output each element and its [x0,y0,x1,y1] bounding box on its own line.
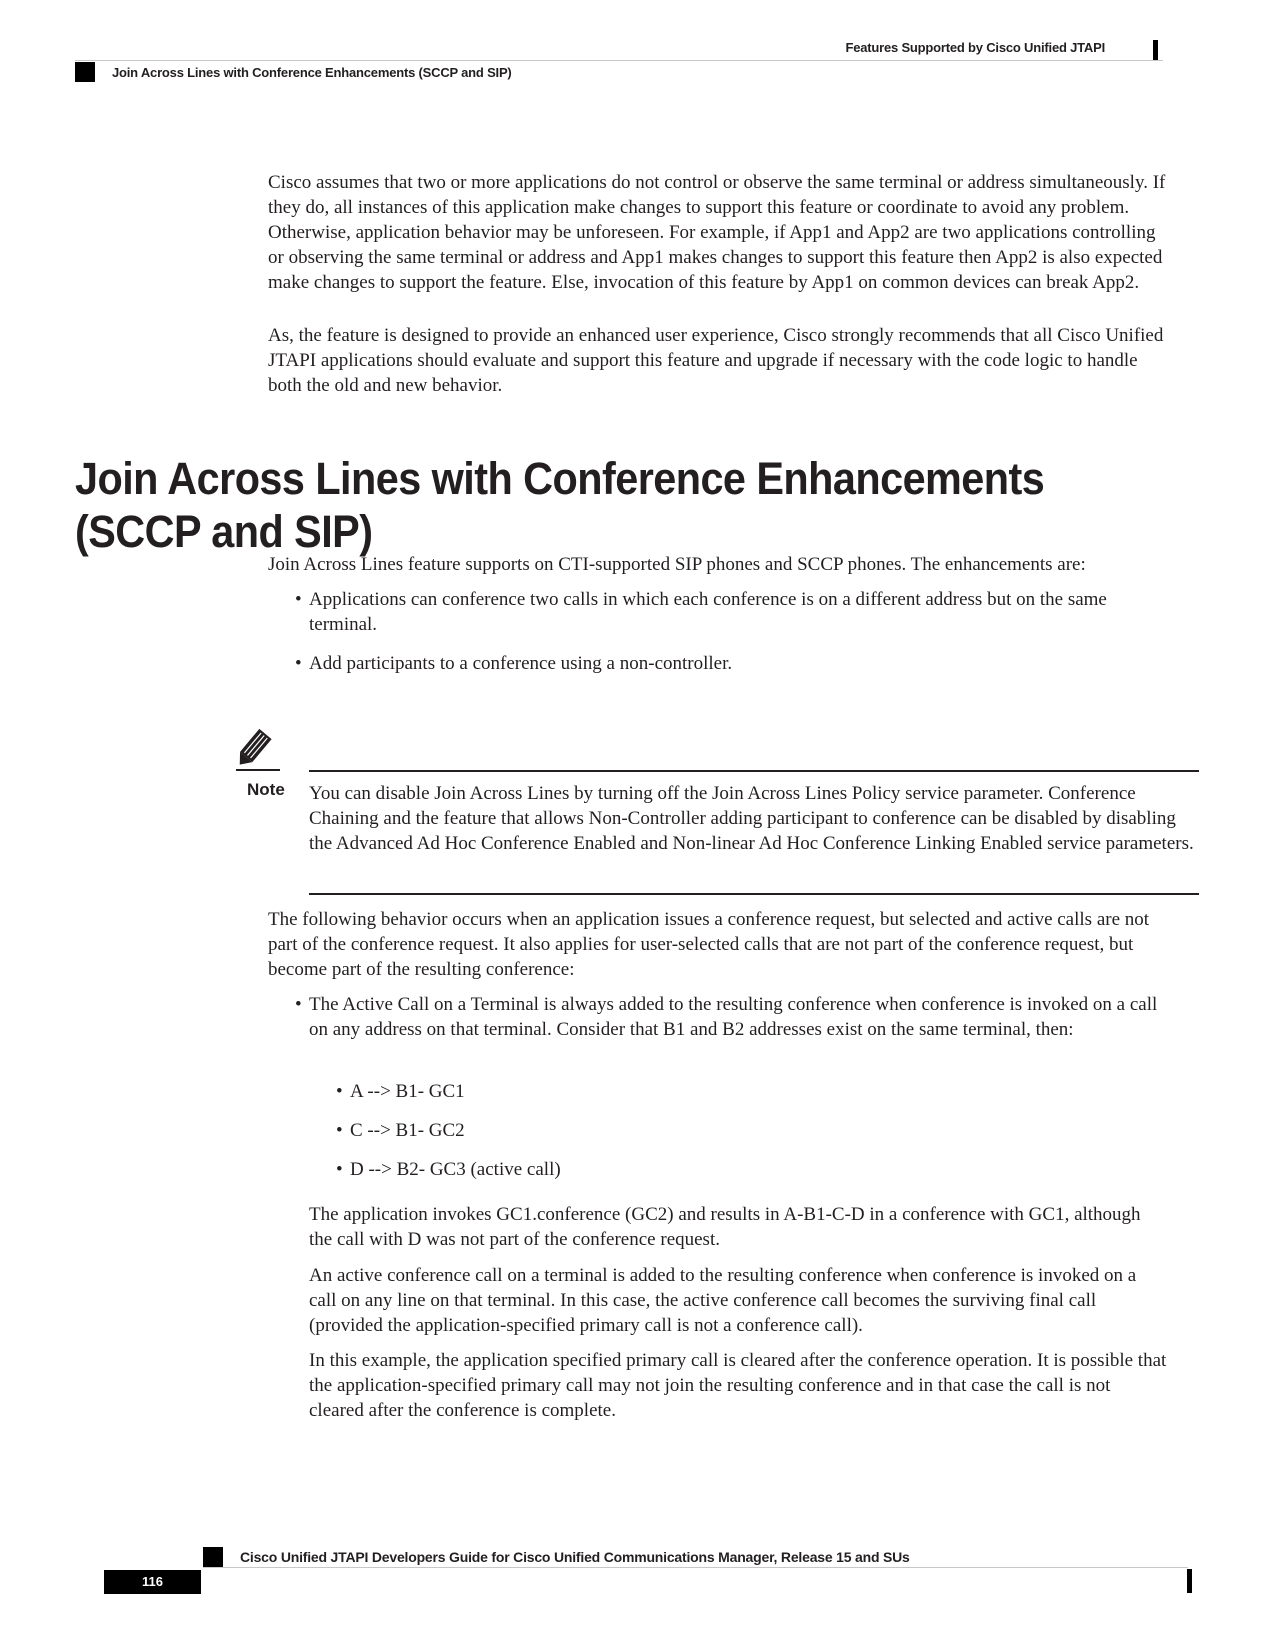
list-item: • Applications can conference two calls in which each conference is on a different address but on the same terminal. [295,587,1175,637]
intro-paragraph-2: As, the feature is designed to provide an enhanced user experience, Cisco strongly recommends that all Cisco Unified JTAPI applications should evaluate and support this feature and upgrade if necessary with the code logic to handle both the old and new behavior. [268,325,1164,396]
running-header-chapter: Features Supported by Cisco Unified JTAPI [845,40,1105,55]
example-paragraph: In this example, the application specified primary call is cleared after the conference operation. It is possible that the application-specified primary call may not join the resulting conference and in that case the call is not cleared after the conference is complete. [309,1350,1167,1421]
result-paragraph: The application invokes GC1.conference (GC2) and results in A-B1-C-D in a conference with GC1, although the call with D was not part of the conference request. [309,1204,1141,1250]
intro-paragraph-1: Cisco assumes that two or more applications do not control or observe the same terminal or address simultaneously. If they do, all instances of this application make changes to support this feature or coordinate to avoid any problem. Otherwise, application behavior may be unforeseen. For example, if App1 and App2 are two applications controlling or observing the same terminal or address and App1 makes changes to support this feature then App2 is also expected make changes to support the feature. Else, invocation of this feature by App1 on common devices can break App2. [268,172,1166,293]
behavior-list [295,992,1175,1042]
header-marker-bar [1153,40,1158,60]
note-label: Note [247,780,285,799]
enhancements-list [295,587,1175,676]
running-header-section: Join Across Lines with Conference Enhancements (SCCP and SIP) [112,65,512,80]
active-conference-paragraph: An active conference call on a terminal is added to the resulting conference when conference is invoked on a call on any line on that terminal. In this case, the active conference call becomes the surviving final call (provided the application-specified primary call is not a conference call). [309,1265,1137,1336]
footer-marker-bar [1187,1569,1192,1593]
list-item: • A --> B1- GC1 [336,1079,1136,1104]
header-rule [75,60,1163,61]
note-top-rule [309,770,1199,772]
footer-marker [203,1547,223,1567]
list-item: • The Active Call on a Terminal is always added to the resulting conference when conference is invoked on a call on any address on that terminal. Consider that B1 and B2 addresses exist on the same terminal, then: [295,992,1175,1042]
footer-guide-title: Cisco Unified JTAPI Developers Guide for Cisco Unified Communications Manager, Release 15 and SUs [240,1549,910,1565]
header-section-marker [75,62,95,82]
behavior-intro-paragraph: The following behavior occurs when an application issues a conference request, but selected and active calls are not part of the conference request. It also applies for user-selected calls that are not part of the conference request, but become part of the resulting conference: [268,909,1150,980]
note-text: You can disable Join Across Lines by turning off the Join Across Lines Policy service parameter. Conference Chaining and the feature that allows Non-Controller adding participant to conference can be disabled by disabling the Advanced Ad Hoc Conference Enabled and Non-linear Ad Hoc Conference Linking Enabled service parameters. [309,783,1194,854]
note-bottom-rule [309,893,1199,895]
list-item: • C --> B1- GC2 [336,1118,1136,1143]
page-number: 116 [104,1570,201,1594]
footer-rule [203,1567,1188,1568]
list-item: • D --> B2- GC3 (active call) [336,1157,1136,1182]
call-example-list [336,1079,1136,1182]
list-item: • Add participants to a conference using a non-controller. [295,651,1175,676]
section-lead-paragraph: Join Across Lines feature supports on CTI-supported SIP phones and SCCP phones. The enhancements are: [268,554,1086,575]
pencil-note-icon [234,728,288,772]
section-heading: Join Across Lines with Conference Enhancements (SCCP and SIP) [75,453,1045,557]
